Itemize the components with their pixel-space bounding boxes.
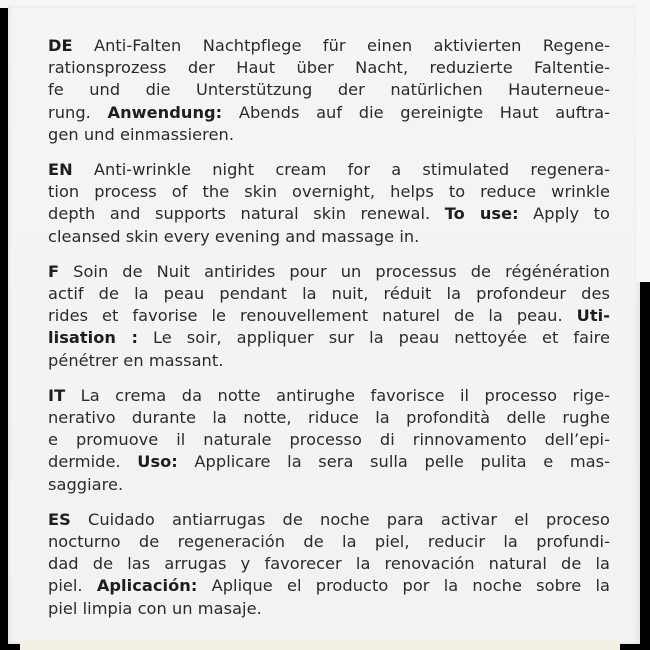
usage-label-fr-cont: lisation : [48, 328, 138, 348]
text-line [48, 509, 610, 531]
line-text: e promuove il naturale processo di rinnovamento dell’epi- [48, 430, 610, 450]
line-text: saggiare. [48, 474, 124, 494]
text-line [48, 474, 610, 496]
text-line [48, 102, 610, 124]
line-text: Cuidado antiarrugas de noche para activar el proceso [70, 509, 610, 529]
text-line [48, 305, 610, 327]
language-code-it: IT [48, 385, 66, 405]
line-text: Anti-Falten Nachtpflege für einen aktivierten Regene- [72, 36, 610, 55]
multilingual-description [48, 35, 610, 633]
line-text: dad de las arrugas y favorecer la renovación natural de la [48, 554, 610, 574]
text-line [48, 226, 610, 248]
line-text: Le soir, appliquer sur la peau nettoyée et faire [138, 328, 611, 348]
line-text: pénétrer en massant. [48, 350, 224, 370]
line-text: rung. [48, 102, 108, 122]
line-text: nocturno de regeneración de la piel, reducir la profundi- [48, 532, 610, 552]
line-text: Applicare la sera sulla pelle pulita e mas- [177, 452, 610, 472]
paragraph-de [48, 35, 610, 146]
language-code-de: DE [48, 36, 73, 55]
line-text: gen und einmassieren. [48, 124, 235, 144]
language-code-es: ES [48, 509, 71, 529]
language-code-en: EN [48, 160, 73, 180]
text-line [48, 261, 610, 283]
line-text: Aplique el producto por la noche sobre la [197, 576, 611, 596]
usage-label-it: Uso: [137, 452, 178, 472]
line-text: piel. [48, 576, 97, 596]
paragraph-fr [48, 261, 610, 372]
text-line [48, 79, 610, 101]
line-text: rides et favorise le renouvellement naturel de la peau. [48, 306, 577, 326]
line-text: rationsprozess der Haut über Nacht, reduzierte Faltentie- [48, 58, 610, 78]
paragraph-es [48, 509, 610, 620]
text-line [48, 598, 610, 620]
line-text: La crema da notte antirughe favorisce il processo rige- [65, 385, 610, 405]
usage-label-en: To use: [444, 204, 519, 224]
line-text: piel limpia con un masaje. [48, 598, 262, 618]
text-line [48, 327, 610, 349]
line-text: Anti-wrinkle night cream for a stimulated regenera- [72, 160, 610, 180]
text-line [48, 57, 610, 79]
line-text: tion process of the skin overnight, helps to reduce wrinkle [48, 182, 610, 202]
text-line [48, 407, 610, 429]
line-text: Apply to [518, 204, 610, 224]
text-line [48, 203, 610, 225]
paragraph-it [48, 385, 610, 496]
text-line [48, 553, 610, 575]
line-text: Abends auf die gereinigte Haut auftra- [222, 102, 611, 122]
text-line [48, 124, 610, 146]
language-code-fr: F [48, 261, 60, 281]
line-text: nerativo durante la notte, riduce la profondità delle rughe [48, 408, 610, 428]
text-line [48, 451, 610, 473]
line-text: fe und die Unterstützung der natürlichen Hauterneue- [48, 80, 610, 100]
line-text: depth and supports natural skin renewal. [48, 204, 445, 224]
line-text: actif de la peau pendant la nuit, réduit la profondeur des [48, 284, 610, 304]
package-bottom-edge [20, 640, 620, 650]
text-line [48, 575, 610, 597]
line-text: dermide. [48, 452, 138, 472]
package-right-edge [636, 6, 650, 282]
text-line [48, 35, 610, 57]
text-line [48, 350, 610, 372]
text-line [48, 159, 610, 181]
usage-label-es: Aplicación: [96, 576, 198, 596]
line-text: Soin de Nuit antirides pour un processus de régénération [59, 261, 610, 281]
usage-label-de: Anwendung: [107, 102, 223, 122]
text-line [48, 429, 610, 451]
paragraph-en [48, 159, 610, 248]
text-line [48, 385, 610, 407]
line-text: cleansed skin every evening and massage in. [48, 226, 420, 246]
text-line [48, 283, 610, 305]
usage-label-fr: Uti- [576, 306, 610, 326]
text-line [48, 181, 610, 203]
text-line [48, 531, 610, 553]
